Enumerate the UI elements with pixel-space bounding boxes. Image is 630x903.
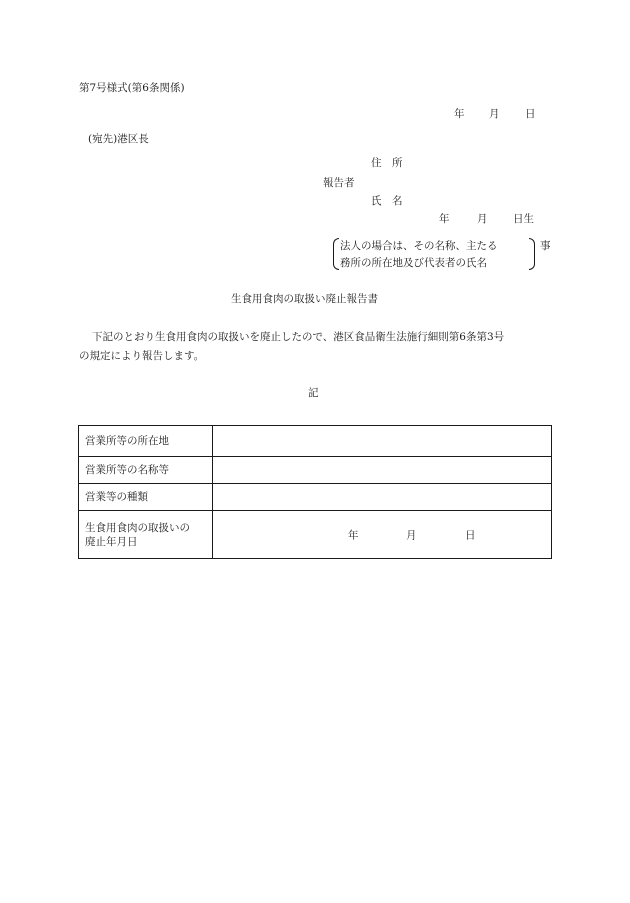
reporter-label: 報告者: [323, 177, 355, 189]
form-number: 第7号様式(第6条関係): [79, 82, 185, 94]
document-title: 生食用食肉の取扱い廃止報告書: [231, 293, 378, 305]
date-month-label: 月: [489, 108, 500, 120]
address-label: 住 所: [371, 157, 403, 169]
corp-note-overflow: 事: [540, 240, 551, 252]
table-row: [79, 484, 552, 511]
date-day-label: 日: [525, 108, 536, 120]
report-table: [78, 425, 552, 559]
address-value-field[interactable]: [213, 426, 552, 457]
body-text-line1: 下記のとおり生食用食肉の取扱いを廃止したので、港区食品衛生法施行細則第6条第3号: [92, 331, 505, 343]
corp-note-line2: 務所の所在地及び代表者の氏名: [340, 257, 487, 269]
addressee: (宛先)港区長: [88, 133, 149, 145]
row-label: [79, 511, 213, 559]
birth-day-label: 日生: [513, 213, 534, 225]
abolition-day-label: 日: [465, 529, 476, 541]
table-row: [79, 511, 552, 559]
table-row: [79, 457, 552, 484]
row-label: 営業所等の名称等: [79, 457, 213, 484]
row-label: 営業所等の所在地: [79, 426, 213, 457]
corp-note-right-bracket: [529, 238, 535, 270]
abolition-month-label: 月: [406, 529, 417, 541]
business-name-value-field[interactable]: [213, 457, 552, 484]
table-row: [79, 426, 552, 457]
birth-month-label: 月: [477, 213, 488, 225]
abolition-date-field[interactable]: [213, 511, 552, 559]
corp-note-line1: 法人の場合は、その名称、主たる: [340, 240, 498, 252]
row-label-line2: 廃止年月日: [85, 535, 138, 548]
name-label: 氏 名: [371, 195, 403, 207]
abolition-year-label: 年: [348, 529, 359, 541]
ki-heading: 記: [308, 387, 319, 399]
date-year-label: 年: [454, 108, 465, 120]
corp-note-left-bracket: [333, 238, 339, 270]
row-label: 営業等の種類: [79, 484, 213, 511]
business-type-value-field[interactable]: [213, 484, 552, 511]
birth-year-label: 年: [439, 213, 450, 225]
row-label-line1: 生食用食肉の取扱いの: [85, 521, 190, 534]
body-text-line2: の規定により報告します。: [79, 350, 205, 362]
